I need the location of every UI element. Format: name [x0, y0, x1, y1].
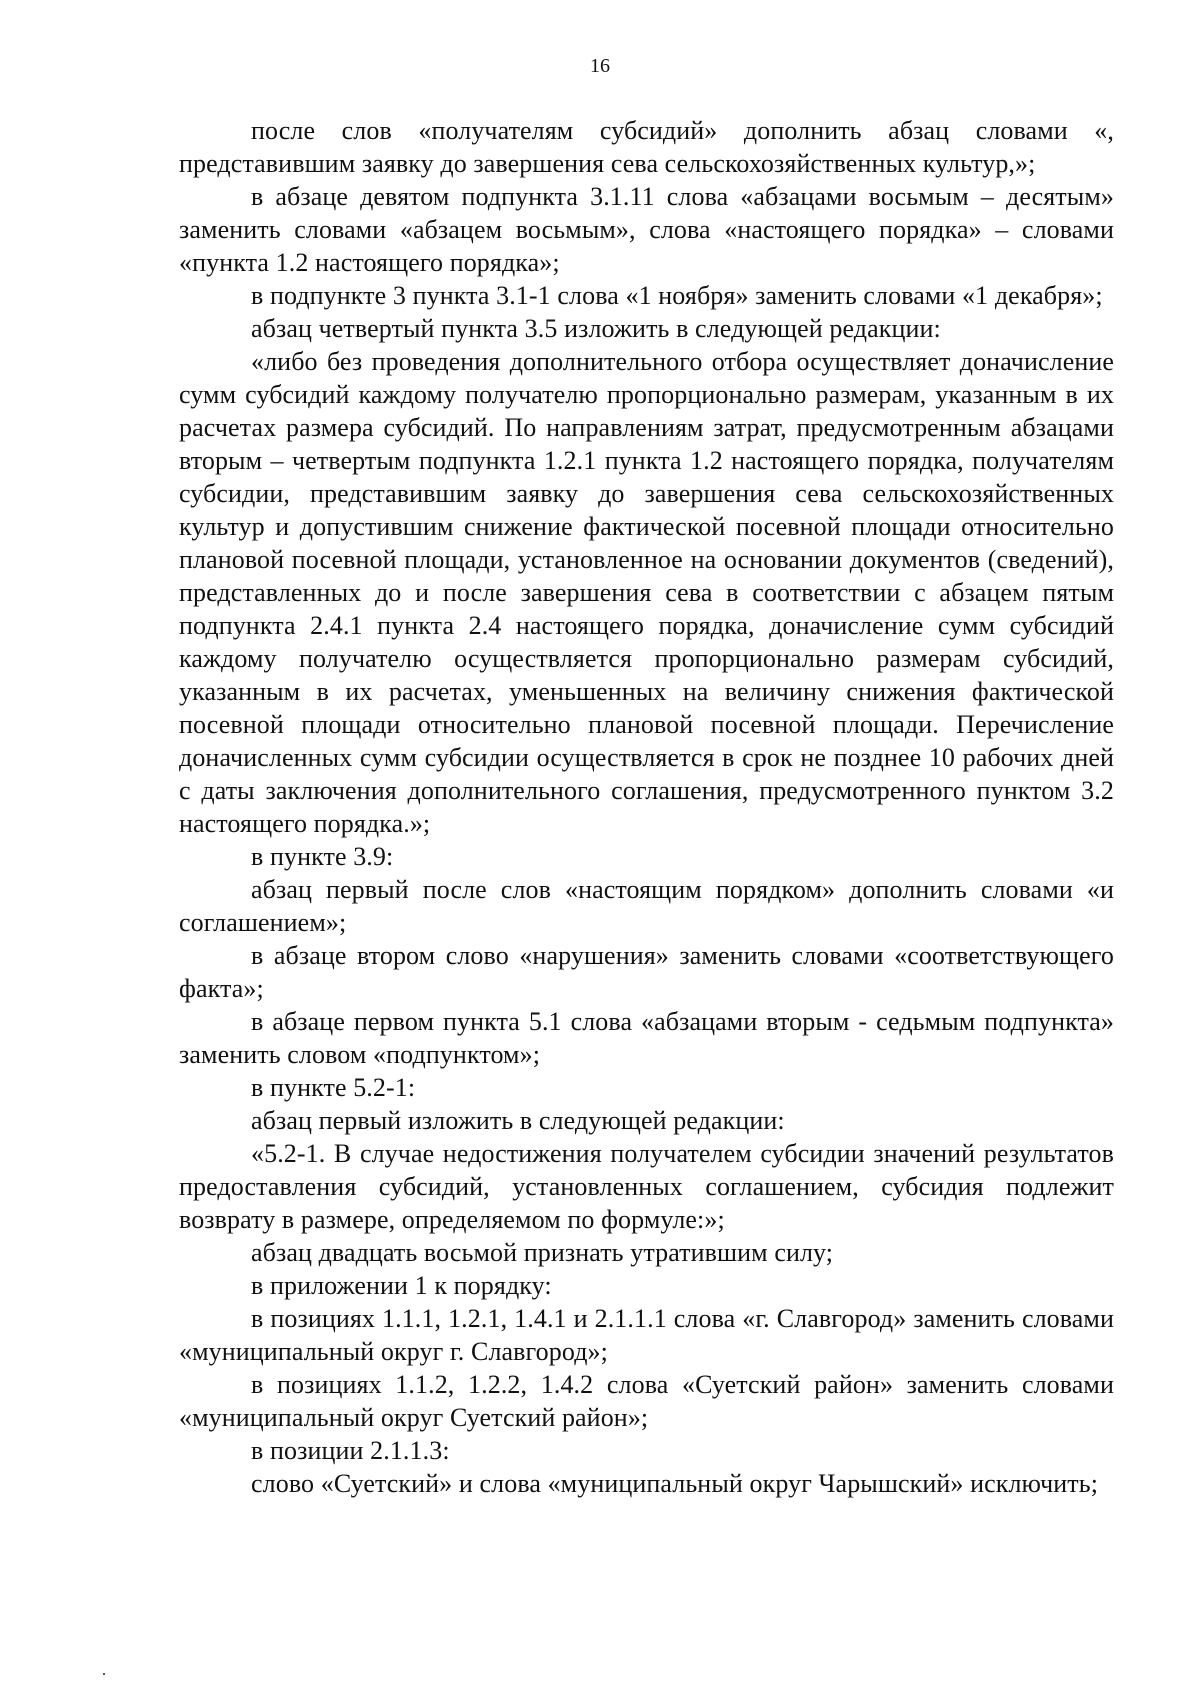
- paragraph: абзац четвертый пункта 3.5 изложить в следующей редакции:: [251, 314, 941, 343]
- paragraph: в абзаце девятом подпункта 3.1.11 слова «абзацами восьмым – десятым» заменить словами «абзацем восьмым», слова «настоящего порядка» – словами «пункта 1.2 настоящего порядка»;: [179, 182, 1114, 277]
- paragraph: в пункте 5.2-1:: [251, 1073, 416, 1102]
- paragraph: в абзаце первом пункта 5.1 слова «абзацами вторым - седьмым подпункта» заменить словом «подпунктом»;: [179, 1007, 1114, 1069]
- page-number: 16: [590, 55, 610, 77]
- paragraph: в пункте 3.9:: [251, 842, 394, 871]
- paragraph: в позициях 1.1.2, 1.2.2, 1.4.2 слова «Суетский район» заменить словами «муниципальный округ Суетский район»;: [179, 1370, 1114, 1432]
- paragraph: абзац двадцать восьмой признать утратившим силу;: [251, 1238, 834, 1267]
- paragraph: в позиции 2.1.1.3:: [251, 1436, 450, 1465]
- paragraph: после слов «получателям субсидий» дополнить абзац словами «, представившим заявку до завершения сева сельскохозяйственных культур,»;: [179, 116, 1114, 178]
- paragraph: абзац первый после слов «настоящим порядком» дополнить словами «и соглашением»;: [179, 875, 1114, 937]
- scan-speck: [103, 1673, 105, 1675]
- paragraph: слово «Суетский» и слова «муниципальный округ Чарышский» исключить;: [251, 1469, 1099, 1498]
- paragraph: «либо без проведения дополнительного отбора осуществляет доначисление сумм субсидий каждому получателю пропорционально размерам, указанным в их расчетах размера субсидий. По направлениям затрат, предусмотренным абзацами вторым – четвертым подпункта 1.2.1 пункта 1.2 настоящего порядка, получателям субсидии, представившим заявку до завершения сева сельскохозяйственных культур и допустившим снижение фактической посевной площади относительно плановой посевной площади, установленное на основании документов (сведений), представленных до и после завершения сева в соответствии с абзацем пятым подпункта 2.4.1 пункта 2.4 настоящего порядка, доначисление сумм субсидий каждому получателю осуществляется пропорционально размерам субсидий, указанным в их расчетах, уменьшенных на величину снижения фактической посевной площади относительно плановой посевной площади. Перечисление доначисленных сумм субсидии осуществляется в срок не позднее 10 рабочих дней с даты заключения дополнительного соглашения, предусмотренного пунктом 3.2 настоящего порядка.»;: [179, 347, 1114, 838]
- paragraph: в приложении 1 к порядку:: [251, 1271, 552, 1300]
- paragraph: в подпункте 3 пункта 3.1-1 слова «1 ноября» заменить словами «1 декабря»;: [251, 281, 1103, 310]
- paragraph: абзац первый изложить в следующей редакции:: [251, 1106, 785, 1135]
- paragraph: в позициях 1.1.1, 1.2.1, 1.4.1 и 2.1.1.1 слова «г. Славгород» заменить словами «муниципальный округ г. Славгород»;: [179, 1304, 1114, 1366]
- document-body: [179, 114, 1114, 1500]
- paragraph: «5.2-1. В случае недостижения получателем субсидии значений результатов предоставления субсидий, установленных соглашением, субсидия подлежит возврату в размере, определяемом по формуле:»;: [179, 1139, 1114, 1234]
- paragraph: в абзаце втором слово «нарушения» заменить словами «соответствующего факта»;: [179, 941, 1114, 1003]
